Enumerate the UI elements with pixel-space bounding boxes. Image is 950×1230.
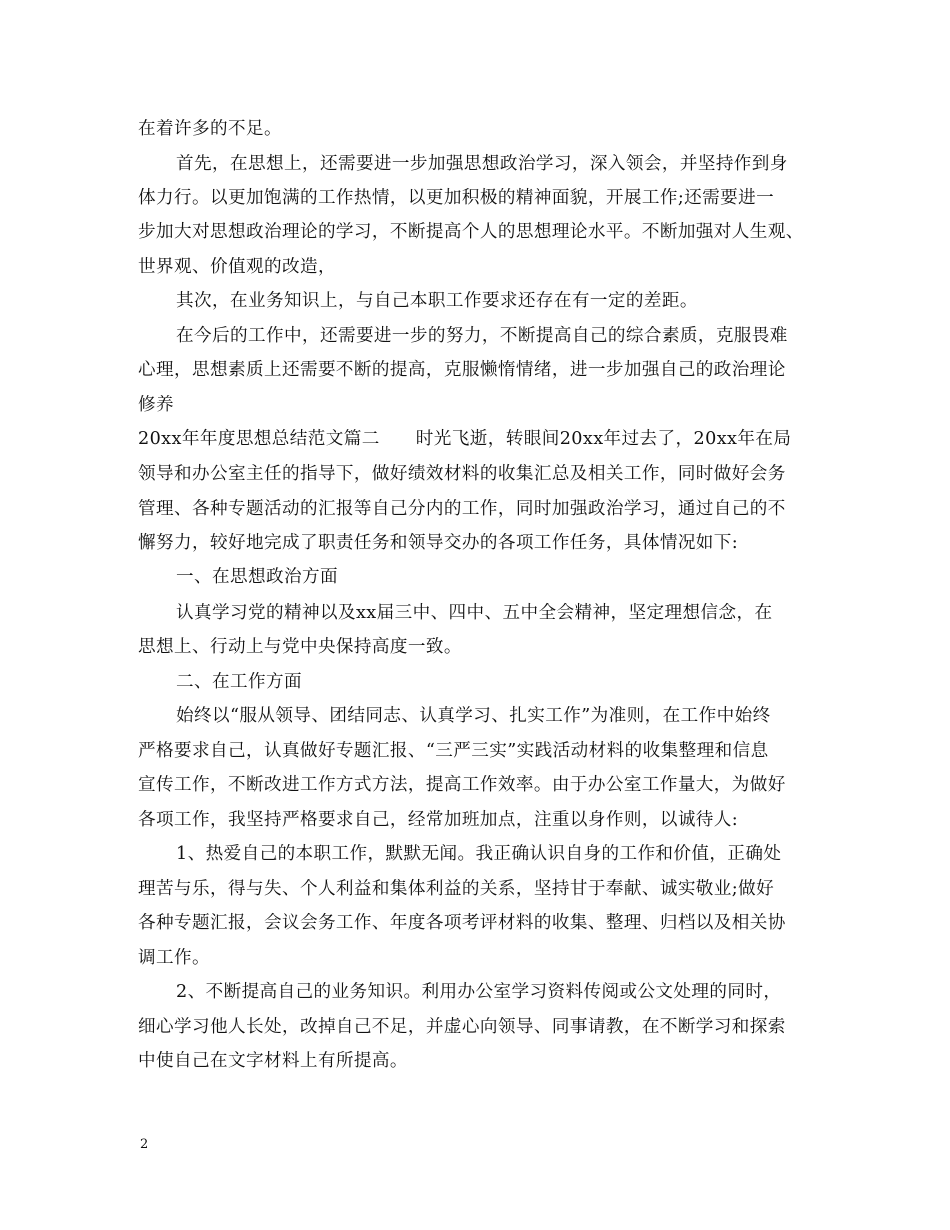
text-line: 1、热爱自己的本职工作，默默无闻。我正确认识自身的工作和价值，正确处 — [176, 844, 782, 864]
text-line: 其次，在业务知识上，与自己本职工作要求还存在有一定的差距。 — [176, 291, 698, 311]
text-line: 各种专题汇报，会议会务工作、年度各项考评材料的收集、整理、归档以及相关协 — [138, 913, 786, 933]
text-line: 在今后的工作中，还需要进一步的努力，不断提高自己的综合素质，克服畏难 — [176, 326, 788, 346]
text-line: 各项工作，我坚持严格要求自己，经常加班加点，注重以身作则，以诚待人: — [138, 810, 739, 830]
text-line: 理苦与乐，得与失、个人利益和集体利益的关系，坚持甘于奉献、诚实敬业;做好 — [138, 879, 775, 899]
text-line: 懈努力，较好地完成了职责任务和领导交办的各项工作任务，具体情况如下: — [138, 533, 739, 553]
text-line: 始终以“服从领导、团结同志、认真学习、扎实工作”为准则，在工作中始终 — [176, 706, 771, 726]
text-line: 一、在思想政治方面 — [176, 567, 338, 587]
text-line: 在着许多的不足。 — [138, 119, 282, 139]
text-line: 心理，思想素质上还需要不断的提高，克服懒惰情绪，进一步加强自己的政治理论 — [138, 360, 786, 380]
text-line: 世界观、价值观的改造， — [138, 257, 336, 277]
text-line: 中使自己在文字材料上有所提高。 — [138, 1051, 408, 1071]
text-line: 认真学习党的精神以及xx届三中、四中、五中全会精神，坚定理想信念，在 — [176, 603, 773, 623]
text-line: 调工作。 — [138, 948, 210, 968]
text-line: 严格要求自己，认真做好专题汇报、“三严三实”实践活动材料的收集整理和信息 — [138, 741, 769, 761]
text-line: 二、在工作方面 — [176, 672, 302, 692]
text-line: 步加大对思想政治理论的学习，不断提高个人的思想理论水平。不断加强对人生观、 — [138, 222, 804, 242]
text-line: 管理、各种专题活动的汇报等自己分内的工作，同时加强政治学习，通过自己的不 — [138, 499, 786, 519]
text-line: 领导和办公室主任的指导下，做好绩效材料的收集汇总及相关工作，同时做好会务 — [138, 464, 786, 484]
text-line: 体力行。以更加饱满的工作热情，以更加积极的精神面貌，开展工作;还需要进一 — [138, 188, 775, 208]
text-line: 细心学习他人长处，改掉自己不足，并虚心向领导、同事请教，在不断学习和探索 — [138, 1017, 786, 1037]
text-line: 宣传工作，不断改进工作方式方法，提高工作效率。由于办公室工作量大，为做好 — [138, 775, 786, 795]
page-number: 2 — [140, 1137, 149, 1152]
text-line: 20xx年年度思想总结范文篇二 时光飞逝，转眼间20xx年过去了，20xx年在局 — [138, 429, 792, 449]
text-line: 2、不断提高自己的业务知识。利用办公室学习资料传阅或公文处理的同时， — [176, 982, 782, 1002]
text-line: 首先，在思想上，还需要进一步加强思想政治学习，深入领会，并坚持作到身 — [176, 154, 788, 174]
text-line: 修养 — [138, 395, 174, 415]
text-line: 思想上、行动上与党中央保持高度一致。 — [138, 637, 462, 657]
